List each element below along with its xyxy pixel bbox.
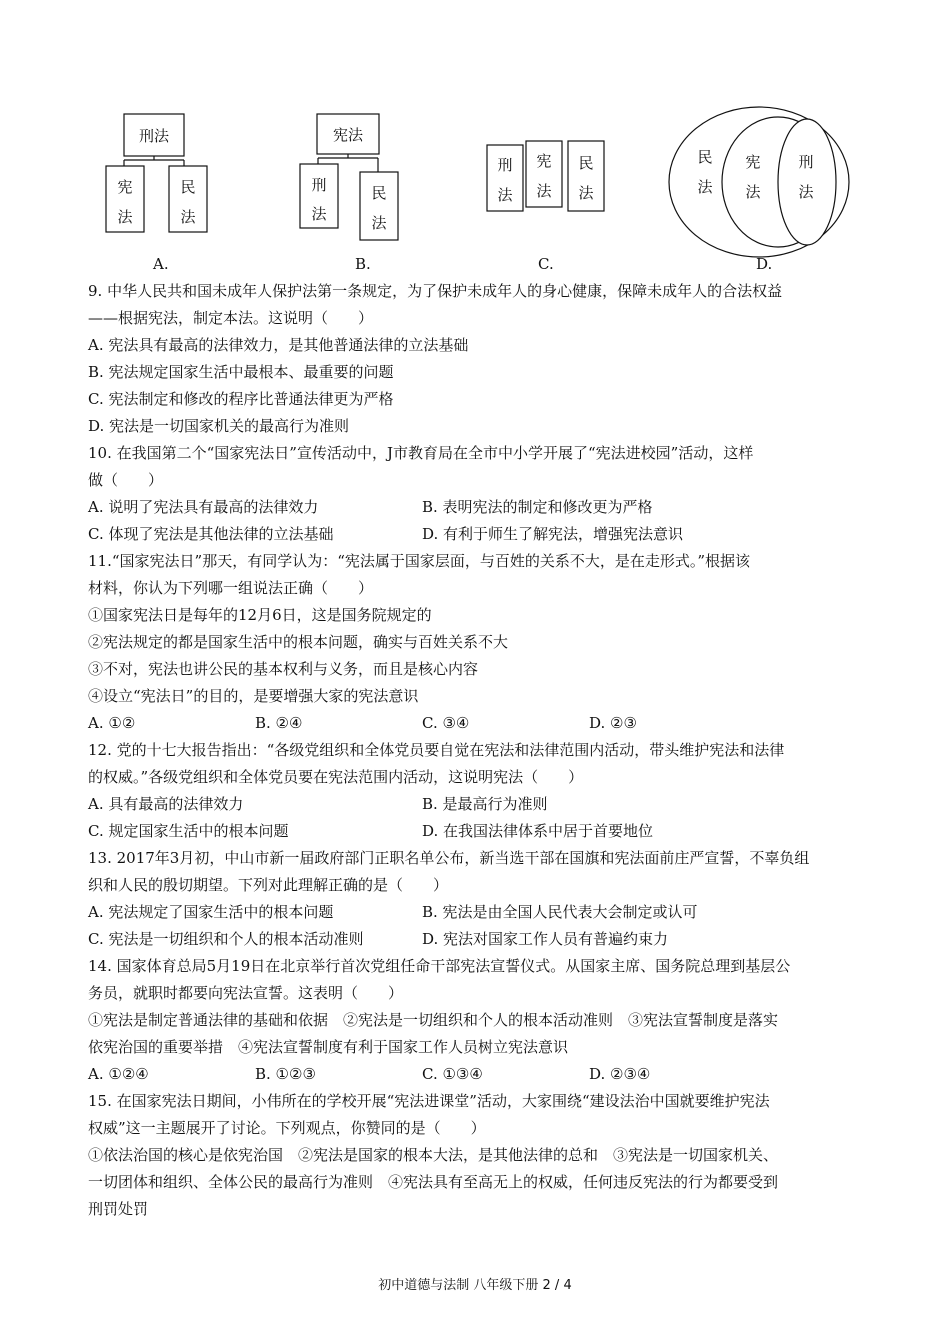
question-block (88, 548, 868, 737)
answer-option[interactable]: B. ①②③ (255, 1065, 316, 1083)
statement-line: 一切团体和组织、全体公民的最高行为准则 ④宪法具有至高无上的权威，任何违反宪法的行为都要受到 (88, 1173, 779, 1191)
answer-option-row (88, 710, 868, 737)
diagram-d-inner-char2: 法 (798, 183, 814, 201)
question-stem-line: 做（ ） (88, 471, 164, 489)
diagram-d-middle-char2: 法 (745, 183, 761, 201)
diagram-b-top-text: 宪法 (332, 126, 364, 144)
statement-line: ①依法治国的核心是依宪治国 ②宪法是国家的根本大法，是其他法律的总和 ③宪法是一切国家机关、 (88, 1146, 779, 1164)
question-block (88, 1088, 868, 1223)
answer-option[interactable]: A. 具有最高的法律效力 (88, 795, 244, 813)
diagram-canvas (0, 100, 950, 280)
statement-line: ①宪法是制定普通法律的基础和依据 ②宪法是一切组织和个人的根本活动准则 ③宪法宣誓制度是落实 (88, 1011, 779, 1029)
diagram-a-label: A. (153, 255, 169, 273)
answer-option[interactable]: B. 宪法是由全国人民代表大会制定或认可 (422, 903, 698, 921)
page-footer: 初中道德与法制 八年级下册 2 / 4 (378, 1278, 572, 1293)
answer-option-row (88, 818, 868, 845)
diagram-c (487, 141, 604, 273)
diagram-a-left-char2: 法 (117, 208, 133, 226)
diagram-a-right-char1: 民 (180, 178, 196, 196)
question-block (88, 278, 868, 440)
question-stem-line: 9. 中华人民共和国未成年人保护法第一条规定，为了保护未成年人的身心健康，保障未成年人的合法权益 (88, 282, 783, 300)
question-stem-line: 织和人民的殷切期望。下列对此理解正确的是（ ） (88, 876, 449, 894)
question-stem-line: 务员，就职时都要向宪法宣誓。这表明（ ） (88, 984, 404, 1002)
diagram-d-inner-char1: 刑 (798, 153, 814, 171)
diagram-c-box2-char1: 宪 (536, 152, 552, 170)
answer-option[interactable]: D. ②③ (589, 714, 637, 732)
statement-line: ④设立“宪法日”的目的，是要增强大家的宪法意识 (88, 687, 419, 705)
answer-option[interactable]: A. 宪法具有最高的法律效力，是其他普通法律的立法基础 (88, 336, 469, 354)
answer-option-row (88, 1061, 868, 1088)
diagram-a-top-text: 刑法 (138, 127, 170, 145)
diagram-c-box2-char2: 法 (536, 182, 552, 200)
question-stem-line: 13. 2017年3月初，中山市新一届政府部门正职名单公布，新当选干部在国旗和宪法面前庄严宣誓，不辜负组 (88, 849, 810, 867)
answer-option-row (88, 791, 868, 818)
answer-option[interactable]: C. 宪法制定和修改的程序比普通法律更为严格 (88, 390, 394, 408)
answer-option[interactable]: C. 体现了宪法是其他法律的立法基础 (88, 525, 334, 543)
question-stem-line: 12. 党的十七大报告指出：“各级党组织和全体党员要自觉在宪法和法律范围内活动，带头维护宪法和法律 (88, 741, 785, 759)
answer-option-row (88, 926, 868, 953)
answer-option[interactable]: A. 说明了宪法具有最高的法律效力 (88, 498, 319, 516)
diagram-a-right-char2: 法 (180, 208, 196, 226)
answer-option[interactable]: B. 表明宪法的制定和修改更为严格 (422, 498, 653, 516)
diagram-b-label: B. (355, 255, 371, 273)
statement-line: ③不对，宪法也讲公民的基本权利与义务，而且是核心内容 (88, 660, 479, 678)
diagram-b-left-char1: 刑 (311, 176, 327, 194)
answer-option[interactable]: B. 是最高行为准则 (422, 795, 548, 813)
question-stem-line: 材料，你认为下列哪一组说法正确（ ） (88, 579, 374, 597)
question-stem-line: 14. 国家体育总局5月19日在北京举行首次党组任命干部宪法宣誓仪式。从国家主席、国务院总理到基层公 (88, 957, 791, 975)
answer-option[interactable]: D. ②③④ (589, 1065, 651, 1083)
diagram-b (300, 114, 398, 273)
diagram-b-right-char2: 法 (371, 214, 387, 232)
statement-line: ①国家宪法日是每年的12月6日，这是国务院规定的 (88, 606, 432, 624)
statement-line: 刑罚处罚 (88, 1200, 149, 1218)
answer-option[interactable]: A. ①② (88, 714, 136, 732)
question-stem-line: 15. 在国家宪法日期间，小伟所在的学校开展“宪法进课堂”活动，大家围绕“建设法治中国就要维护宪法 (88, 1092, 770, 1110)
answer-option[interactable]: C. 规定国家生活中的根本问题 (88, 822, 289, 840)
diagram-d-inner-ellipse (778, 119, 836, 245)
diagram-d-outer-char2: 法 (697, 178, 713, 196)
answer-option[interactable]: C. ①③④ (422, 1065, 483, 1083)
question-list (88, 278, 868, 1223)
answer-option[interactable]: A. ①②④ (88, 1065, 149, 1083)
answer-option[interactable]: D. 在我国法律体系中居于首要地位 (422, 822, 654, 840)
diagram-b-left-char2: 法 (311, 205, 327, 223)
answer-option[interactable]: D. 有利于师生了解宪法，增强宪法意识 (422, 525, 684, 543)
question-stem-line: 10. 在我国第二个“国家宪法日”宣传活动中，J市教育局在全市中小学开展了“宪法进校园”活动，这样 (88, 444, 754, 462)
question-stem-line: ——根据宪法，制定本法。这说明（ ） (88, 309, 374, 327)
diagram-d (669, 107, 849, 273)
question-block (88, 953, 868, 1088)
question-block (88, 737, 868, 845)
diagram-c-box1-char1: 刑 (497, 156, 513, 174)
question-block (88, 845, 868, 953)
answer-option[interactable]: C. 宪法是一切组织和个人的根本活动准则 (88, 930, 364, 948)
diagram-c-box3-char2: 法 (578, 184, 594, 202)
answer-option[interactable]: B. 宪法规定国家生活中最根本、最重要的问题 (88, 363, 394, 381)
question-stem-line: 11.“国家宪法日”那天，有同学认为：“宪法属于国家层面，与百姓的关系不大，是在走形式。”根据该 (88, 552, 751, 570)
diagram-c-box1-char2: 法 (497, 186, 513, 204)
diagram-b-right-char1: 民 (371, 184, 387, 202)
question-block (88, 440, 868, 548)
diagram-a (106, 114, 207, 273)
statement-line: ②宪法规定的都是国家生活中的根本问题，确实与百姓关系不大 (88, 633, 509, 651)
answer-option-row (88, 899, 868, 926)
answer-option[interactable]: D. 宪法对国家工作人员有普遍约束力 (422, 930, 669, 948)
diagram-d-label: D. (756, 255, 773, 273)
diagram-d-outer-char1: 民 (697, 148, 713, 166)
question-stem-line: 的权威。”各级党组织和全体党员要在宪法范围内活动，这说明宪法（ ） (88, 768, 584, 786)
answer-option-row (88, 494, 868, 521)
law-relationship-diagrams (0, 100, 950, 280)
answer-option[interactable]: C. ③④ (422, 714, 470, 732)
answer-option[interactable]: B. ②④ (255, 714, 303, 732)
diagram-c-box3-char1: 民 (578, 154, 594, 172)
question-stem-line: 权威”这一主题展开了讨论。下列观点，你赞同的是（ ） (88, 1119, 486, 1137)
statement-line: 依宪治国的重要举措 ④宪法宣誓制度有利于国家工作人员树立宪法意识 (88, 1038, 569, 1056)
answer-option[interactable]: D. 宪法是一切国家机关的最高行为准则 (88, 417, 350, 435)
diagram-c-label: C. (538, 255, 554, 273)
diagram-d-middle-char1: 宪 (745, 153, 761, 171)
diagram-a-left-char1: 宪 (117, 178, 133, 196)
answer-option[interactable]: A. 宪法规定了国家生活中的根本问题 (88, 903, 334, 921)
answer-option-row (88, 521, 868, 548)
